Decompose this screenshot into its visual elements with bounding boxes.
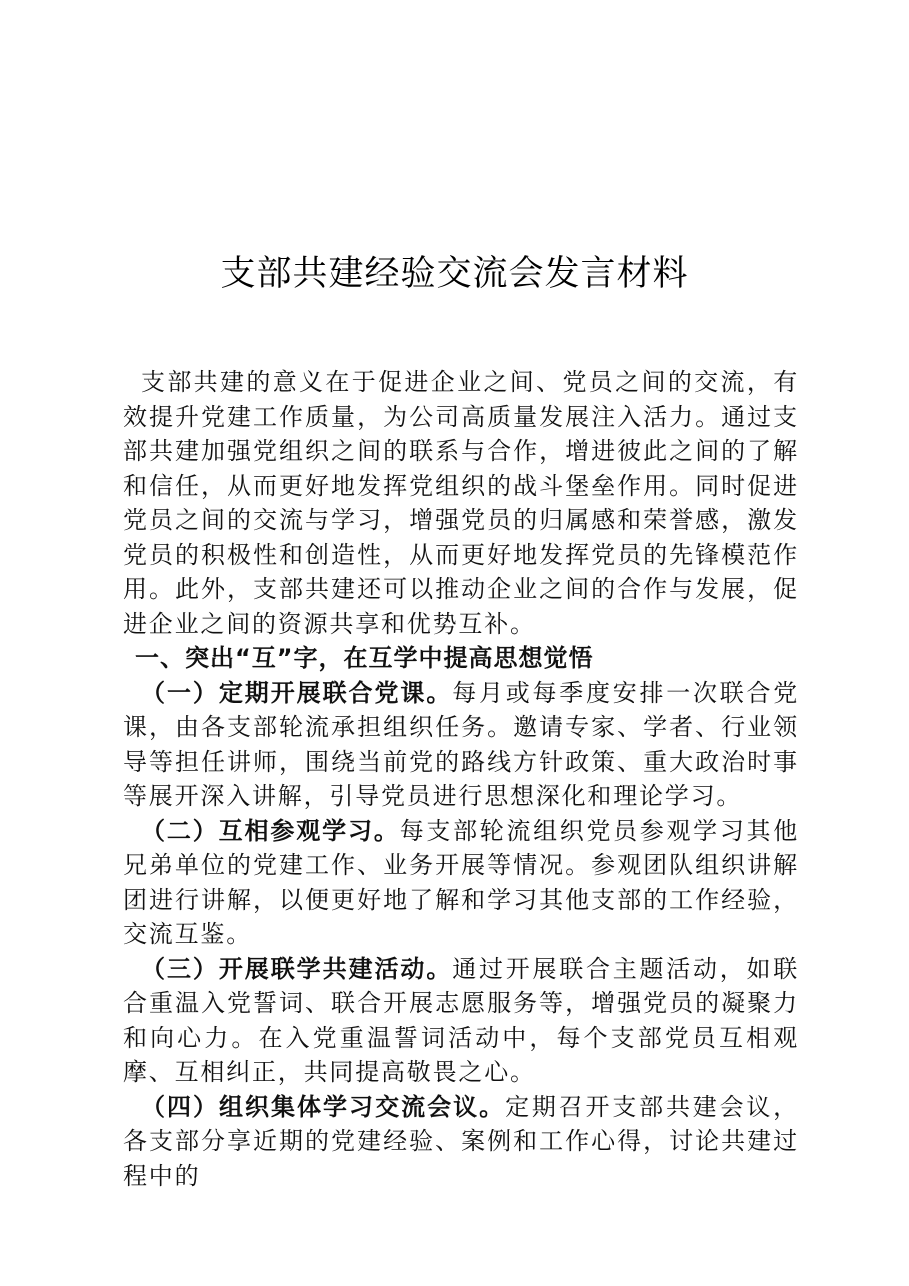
item-paragraph-1 (123, 676, 799, 814)
item-paragraph-2 (123, 814, 799, 952)
item-title-1: （一）定期开展联合党课。 (141, 678, 453, 707)
document-title: 支部共建经验交流会发言材料 (220, 254, 689, 294)
item-text-3: 通过开展联合主题活动，如联合重温入党誓词、联合开展志愿服务等，增强党员的凝聚力和向心力。在入党重温誓词活动中，每个支部党员互相观摩、互相纠正，共同提高敬畏之心。 (123, 954, 799, 1086)
item-title-4: （四）组织集体学习交流会议。 (141, 1092, 506, 1121)
intro-paragraph: 支部共建的意义在于促进企业之间、党员之间的交流，有效提升党建工作质量，为公司高质量发展注入活力。通过支部共建加强党组织之间的联系与合作，增进彼此之间的了解和信任，从而更好地发挥党组织的战斗堡垒作用。同时促进党员之间的交流与学习，增强党员的归属感和荣誉感，激发党员的积极性和创造性，从而更好地发挥党员的先锋模范作用。此外，支部共建还可以推动企业之间的合作与发展，促进企业之间的资源共享和优势互补。 (123, 368, 799, 638)
item-text-4: 定期召开支部共建会议，各支部分享近期的党建经验、案例和工作心得，讨论共建过程中的 (123, 1092, 799, 1190)
document-body (123, 365, 799, 1193)
section-heading: 一、突出“互”字，在互学中提高思想觉悟 (135, 644, 594, 672)
item-paragraph-4 (123, 1090, 799, 1194)
item-title-3: （三）开展联学共建活动。 (141, 954, 453, 983)
item-title-2: （二）互相参观学习。 (141, 816, 400, 845)
item-text-1: 每月或每季度安排一次联合党课，由各支部轮流承担组织任务。邀请专家、学者、行业领导等担任讲师，围绕当前党的路线方针政策、重大政治时事等展开深入讲解，引导党员进行思想深化和理论学习。 (123, 678, 799, 810)
item-text-2: 每支部轮流组织党员参观学习其他兄弟单位的党建工作、业务开展等情况。参观团队组织讲解团进行讲解，以便更好地了解和学习其他支部的工作经验，交流互鉴。 (123, 816, 799, 948)
item-paragraph-3 (123, 952, 799, 1090)
